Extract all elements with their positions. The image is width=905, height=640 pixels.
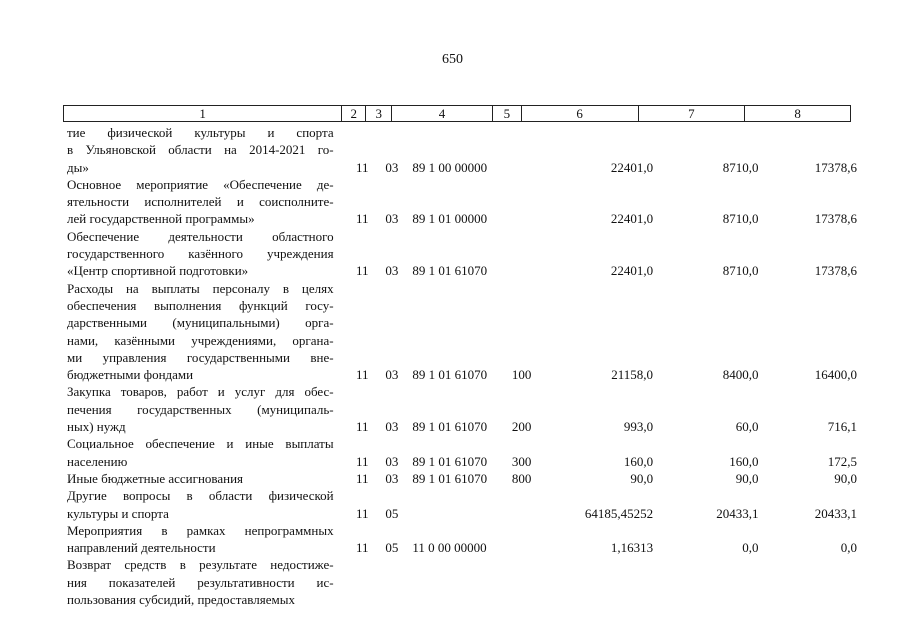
row-value-6-text: 160,0 <box>623 453 654 469</box>
row-section <box>334 280 369 384</box>
row-expense-type-text: 800 <box>511 470 532 486</box>
row-section-text: 11 <box>355 367 369 383</box>
table-header <box>63 105 851 122</box>
table-row <box>67 470 857 487</box>
row-value-7-text: 8710,0 <box>722 263 759 279</box>
row-section <box>334 124 369 176</box>
table-row <box>67 124 857 176</box>
header-col-3: 3 <box>366 106 392 121</box>
table-row <box>67 383 857 435</box>
table-row <box>67 228 857 280</box>
row-value-6-text: 64185,45252 <box>584 505 654 521</box>
row-value-8 <box>759 435 857 470</box>
row-value-8-text: 172,5 <box>827 453 857 469</box>
row-value-7 <box>653 435 758 470</box>
row-target-article <box>398 228 511 280</box>
table-row <box>67 556 857 608</box>
row-expense-type <box>512 228 544 280</box>
row-value-6 <box>544 228 653 280</box>
row-name-line: ния показателей результативности ис- <box>67 574 334 590</box>
row-section <box>334 228 369 280</box>
row-target-article-text: 89 1 01 61070 <box>412 263 488 279</box>
row-subsection <box>369 228 399 280</box>
header-col-4: 4 <box>392 106 493 121</box>
row-value-7-text: 0,0 <box>742 540 759 556</box>
row-value-7-text: 8710,0 <box>722 211 759 227</box>
row-name-line: направлений деятельности <box>67 540 216 556</box>
row-target-article-text: 89 1 01 61070 <box>412 367 488 383</box>
row-subsection <box>369 470 399 487</box>
row-expense-type <box>512 470 544 487</box>
row-value-7-text: 8710,0 <box>722 159 759 175</box>
row-name-line: Возврат средств в результате недостиже- <box>67 557 334 573</box>
row-value-8-text: 17378,6 <box>814 159 857 175</box>
row-value-7 <box>653 556 758 608</box>
row-section-text: 11 <box>355 470 369 486</box>
row-expense-type-text: 300 <box>511 453 532 469</box>
row-name-line: Другие вопросы в области физической <box>67 488 334 504</box>
row-value-6 <box>544 280 653 384</box>
row-value-7 <box>653 522 758 557</box>
row-value-6 <box>544 487 653 522</box>
row-value-6 <box>544 176 653 228</box>
row-subsection-text: 03 <box>385 453 399 469</box>
header-col-5: 5 <box>493 106 522 121</box>
row-name <box>67 124 334 176</box>
row-section <box>334 176 369 228</box>
row-name-line: в Ульяновской области на 2014-2021 го- <box>67 142 334 158</box>
row-subsection-text: 03 <box>385 211 399 227</box>
row-subsection-text: 03 <box>385 159 399 175</box>
row-subsection-text: 03 <box>385 470 399 486</box>
row-value-6 <box>544 124 653 176</box>
row-value-7-text: 160,0 <box>729 453 759 469</box>
table-row <box>67 280 857 384</box>
row-value-7 <box>653 176 758 228</box>
row-target-article <box>398 280 511 384</box>
row-value-8-text: 90,0 <box>834 470 857 486</box>
row-value-8-text: 17378,6 <box>814 263 857 279</box>
row-value-7-text: 90,0 <box>735 470 759 486</box>
row-value-6-text: 90,0 <box>630 470 654 486</box>
row-value-7 <box>653 124 758 176</box>
row-section <box>334 383 369 435</box>
row-name <box>67 383 334 435</box>
row-name-line: лей государственной программы» <box>67 211 255 227</box>
row-expense-type <box>512 383 544 435</box>
row-section-text: 11 <box>355 419 369 435</box>
row-section-text: 11 <box>355 505 369 521</box>
table-row <box>67 176 857 228</box>
row-name-line: бюджетными фондами <box>67 367 194 383</box>
row-value-8-text: 16400,0 <box>814 367 857 383</box>
row-value-7-text: 20433,1 <box>716 505 759 521</box>
row-target-article-text: 89 1 01 00000 <box>412 211 488 227</box>
row-name-line: ми управления государственными вне- <box>67 349 334 365</box>
row-subsection <box>369 176 399 228</box>
row-value-7-text: 8400,0 <box>722 367 759 383</box>
row-value-8-text: 17378,6 <box>814 211 857 227</box>
row-expense-type <box>512 280 544 384</box>
row-name <box>67 176 334 228</box>
row-value-6-text: 1,16313 <box>610 540 654 556</box>
page-number: 650 <box>442 52 463 67</box>
row-value-6 <box>544 556 653 608</box>
row-value-7 <box>653 470 758 487</box>
row-value-8-text: 20433,1 <box>814 505 857 521</box>
row-section-text: 11 <box>355 263 369 279</box>
row-target-article <box>398 435 511 470</box>
row-subsection-text: 05 <box>385 540 399 556</box>
row-value-7-text: 60,0 <box>735 419 759 435</box>
row-value-8 <box>759 176 857 228</box>
header-col-7: 7 <box>639 106 746 121</box>
row-value-7 <box>653 228 758 280</box>
row-name-line: населению <box>67 453 128 469</box>
header-col-6: 6 <box>522 106 639 121</box>
row-section-text: 11 <box>355 453 369 469</box>
row-name <box>67 470 334 487</box>
row-name-line: Мероприятия в рамках непрограммных <box>67 522 334 538</box>
row-name-line: пользования субсидий, предоставляемых <box>67 592 295 608</box>
row-subsection-text: 03 <box>385 419 399 435</box>
row-value-8 <box>759 556 857 608</box>
row-subsection <box>369 383 399 435</box>
row-name-line: тие физической культуры и спорта <box>67 125 334 140</box>
row-section <box>334 487 369 522</box>
row-name-line: ных) нужд <box>67 419 126 435</box>
row-expense-type-text: 100 <box>511 367 532 383</box>
row-value-7 <box>653 383 758 435</box>
row-name-line: культуры и спорта <box>67 505 169 521</box>
table-body <box>67 124 857 608</box>
row-value-6-text: 21158,0 <box>611 367 654 383</box>
header-col-1: 1 <box>64 106 342 121</box>
row-target-article <box>398 124 511 176</box>
row-value-8 <box>759 383 857 435</box>
row-value-8 <box>759 470 857 487</box>
row-subsection-text: 03 <box>385 263 399 279</box>
row-value-6 <box>544 470 653 487</box>
row-value-8-text: 0,0 <box>840 540 857 556</box>
row-section <box>334 470 369 487</box>
row-subsection <box>369 280 399 384</box>
row-name-line: Основное мероприятие «Обеспечение де- <box>67 176 334 192</box>
row-name-line: Обеспечение деятельности областного <box>67 228 334 244</box>
row-section-text: 11 <box>355 159 369 175</box>
row-expense-type <box>512 522 544 557</box>
row-subsection <box>369 435 399 470</box>
header-col-8: 8 <box>794 106 801 121</box>
row-value-7 <box>653 487 758 522</box>
row-expense-type <box>512 176 544 228</box>
row-value-6 <box>544 435 653 470</box>
row-target-article-text: 11 0 00 00000 <box>412 540 487 556</box>
row-value-6 <box>544 522 653 557</box>
row-name-line: нами, казёнными учреждениями, органа- <box>67 332 334 348</box>
row-value-7 <box>653 280 758 384</box>
row-name <box>67 522 334 557</box>
row-target-article <box>398 176 511 228</box>
row-name-line: Социальное обеспечение и иные выплаты <box>67 436 334 452</box>
row-target-article-text: 89 1 01 61070 <box>412 470 488 486</box>
row-section <box>334 522 369 557</box>
row-name-line: ды» <box>67 159 89 175</box>
row-section <box>334 556 369 608</box>
row-name-line: Иные бюджетные ассигнования <box>67 470 244 486</box>
row-value-8 <box>759 522 857 557</box>
row-expense-type <box>512 556 544 608</box>
row-name <box>67 280 334 384</box>
row-value-6-text: 22401,0 <box>610 159 654 175</box>
row-name-line: обеспечения выполнения функций госу- <box>67 297 334 313</box>
row-value-6 <box>544 383 653 435</box>
row-expense-type <box>512 435 544 470</box>
row-expense-type <box>512 124 544 176</box>
row-value-6-text: 22401,0 <box>610 211 654 227</box>
header-col-2: 2 <box>342 106 366 121</box>
row-expense-type <box>512 487 544 522</box>
row-subsection <box>369 124 399 176</box>
row-name <box>67 228 334 280</box>
row-subsection-text: 03 <box>385 367 399 383</box>
row-value-8 <box>759 124 857 176</box>
table-row <box>67 487 857 522</box>
row-value-8 <box>759 280 857 384</box>
row-name <box>67 556 334 608</box>
row-name <box>67 487 334 522</box>
row-name-line: Расходы на выплаты персоналу в целях <box>67 280 334 296</box>
row-target-article <box>398 470 511 487</box>
row-section-text: 11 <box>355 540 369 556</box>
table-row <box>67 435 857 470</box>
row-section-text: 11 <box>355 211 369 227</box>
row-value-8 <box>759 487 857 522</box>
row-subsection <box>369 556 399 608</box>
row-target-article-text: 89 1 01 61070 <box>412 453 488 469</box>
row-section <box>334 435 369 470</box>
row-target-article <box>398 383 511 435</box>
row-name-line: ятельности исполнителей и соисполните- <box>67 194 334 210</box>
row-target-article <box>398 487 511 522</box>
row-name-line: дарственными (муниципальными) орга- <box>67 315 334 331</box>
row-target-article <box>398 556 511 608</box>
row-name <box>67 435 334 470</box>
row-value-8-text: 716,1 <box>827 419 857 435</box>
row-subsection <box>369 487 399 522</box>
row-name-line: государственного казённого учреждения <box>67 246 334 262</box>
row-subsection <box>369 522 399 557</box>
row-expense-type-text: 200 <box>511 419 532 435</box>
row-name-line: «Центр спортивной подготовки» <box>67 263 249 279</box>
row-subsection-text: 05 <box>385 505 399 521</box>
row-value-8 <box>759 228 857 280</box>
row-target-article-text: 89 1 00 00000 <box>412 159 488 175</box>
row-name-line: Закупка товаров, работ и услуг для обес- <box>67 384 334 400</box>
row-value-6-text: 22401,0 <box>610 263 654 279</box>
row-target-article <box>398 522 511 557</box>
row-value-6-text: 993,0 <box>623 419 654 435</box>
row-name-line: печения государственных (муниципаль- <box>67 401 334 417</box>
table-row <box>67 522 857 557</box>
row-target-article-text: 89 1 01 61070 <box>412 419 488 435</box>
